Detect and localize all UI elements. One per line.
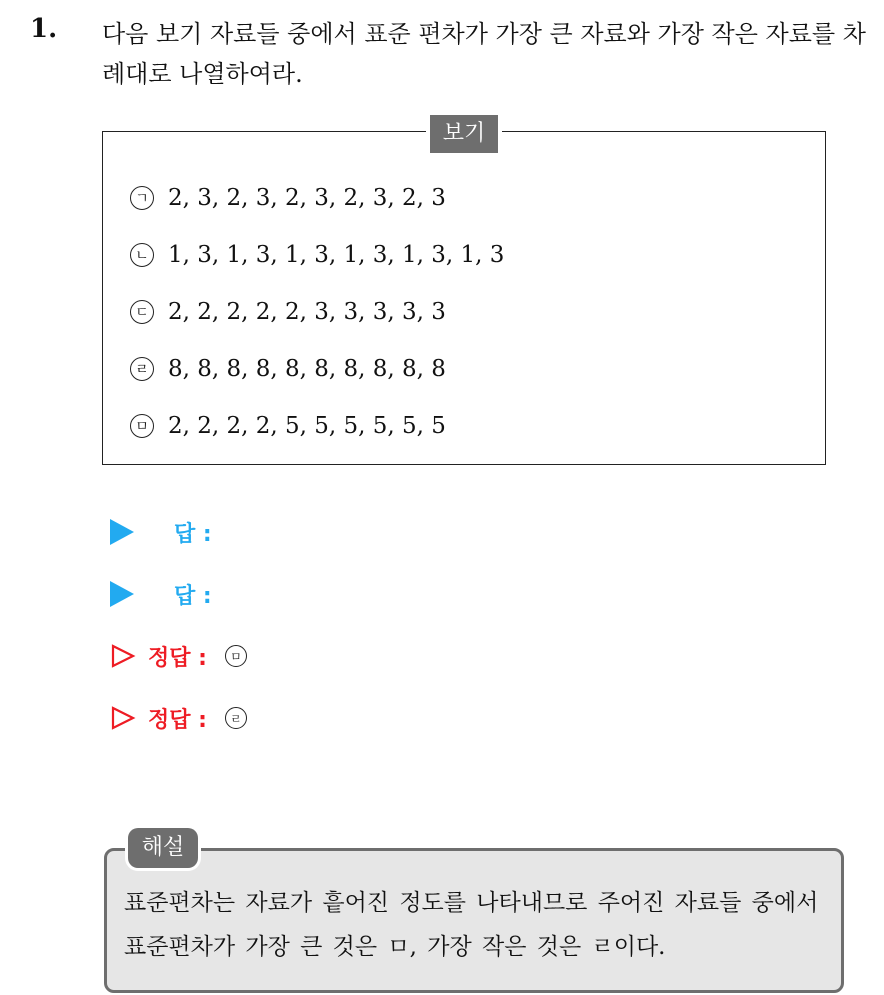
bogi-values: 2, 2, 2, 2, 2, 3, 3, 3, 3, 3: [168, 299, 446, 325]
correct-answer-row-2: [110, 698, 247, 738]
bogi-values: 1, 3, 1, 3, 1, 3, 1, 3, 1, 3, 1, 3: [168, 242, 505, 268]
answer-label: 답 :: [174, 521, 212, 547]
answer-row-1[interactable]: [110, 512, 212, 552]
bogi-item-5: [130, 409, 446, 443]
answer-label: 답 :: [174, 583, 212, 609]
correct-answer-label: 정답 :: [148, 645, 207, 671]
correct-answer-row-1: [110, 636, 247, 676]
correct-answer-value: ㅁ: [225, 645, 247, 667]
answer-row-2[interactable]: [110, 574, 212, 614]
bogi-values: 2, 3, 2, 3, 2, 3, 2, 3, 2, 3: [168, 185, 446, 211]
correct-answer-label: 정답 :: [148, 707, 207, 733]
play-triangle-icon: [110, 581, 134, 607]
bogi-values: 2, 2, 2, 2, 5, 5, 5, 5, 5, 5: [168, 413, 446, 439]
bogi-item-2: [130, 238, 504, 272]
circled-label: ㄱ: [130, 186, 154, 210]
circled-label: ㄴ: [130, 243, 154, 267]
question-number: 1.: [30, 14, 58, 44]
circled-label: ㅁ: [130, 414, 154, 438]
play-triangle-icon: [110, 519, 134, 545]
explanation-title: 해설: [128, 828, 198, 868]
correct-answer-value: ㄹ: [225, 707, 247, 729]
bogi-values: 8, 8, 8, 8, 8, 8, 8, 8, 8, 8: [168, 356, 446, 382]
outline-triangle-icon: [110, 705, 136, 731]
explanation-text: 표준편차는 자료가 흩어진 정도를 나타내므로 주어진 자료들 중에서 표준편차가 가장 큰 것은 ㅁ, 가장 작은 것은 ㄹ이다.: [124, 890, 819, 960]
bogi-title: 보기: [430, 115, 498, 153]
bogi-item-4: [130, 352, 446, 386]
circled-label: ㄹ: [130, 357, 154, 381]
bogi-item-3: [130, 295, 446, 329]
question-text: 다음 보기 자료들 중에서 표준 편차가 가장 큰 자료와 가장 작은 자료를 차례대로 나열하여라.: [102, 20, 866, 88]
outline-triangle-icon: [110, 643, 136, 669]
bogi-item-1: [130, 181, 446, 215]
circled-label: ㄷ: [130, 300, 154, 324]
